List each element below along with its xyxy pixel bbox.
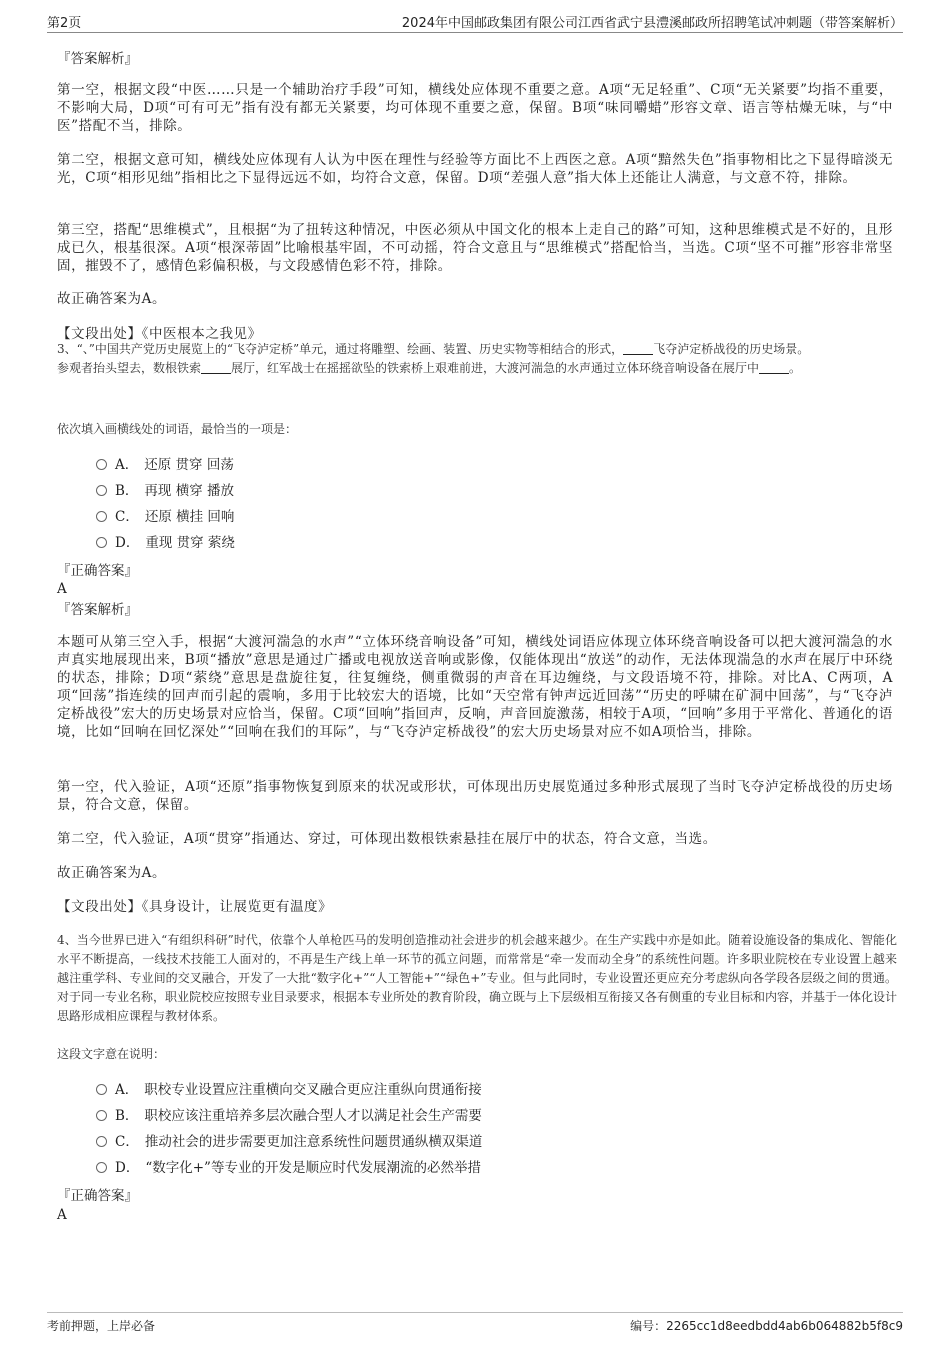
analysis-paragraph: 第二空，根据文意可知，横线处应体现有人认为中医在理性与经验等方面比不上西医之意。A项“黯然失色”指事物相比之下显得暗淡无光，C项“相形见绌”指相比之下显得远远不如，均符合文意，保留。D项“差强人意”指大体上还能让人满意，与文意不符，排除。 xyxy=(57,152,893,186)
fill-blank xyxy=(623,342,653,355)
radio-icon[interactable] xyxy=(96,537,107,548)
radio-icon[interactable] xyxy=(96,1110,107,1121)
question-3-stem: 3、“、”中国共产党历史展览上的“飞夺泸定桥”单元，通过将雕塑、绘画、装置、历史实物等相结合的形式， 飞夺泸定桥战役的历史场景。 参观者抬头望去，数根铁索 展厅，红军战士在摇摇欲坠的铁索桥上艰难前进，大渡河湍急的水声通过立体环绕音响设备在展厅中 。 xyxy=(57,342,810,375)
passage-source: 【文段出处】《中医根本之我见》 xyxy=(57,326,262,342)
option-a[interactable]: A． 还原 贯穿 回荡 xyxy=(96,455,234,475)
option-c[interactable]: C． 还原 横挂 回响 xyxy=(96,507,234,527)
option-b[interactable]: B． 职校应该注重培养多层次融合型人才以满足社会生产需要 xyxy=(96,1106,482,1126)
document-title: 2024年中国邮政集团有限公司江西省武宁县澧溪邮政所招聘笔试冲刺题（带答案解析） xyxy=(401,16,903,31)
answer-label: 『正确答案』 xyxy=(57,1188,138,1204)
analysis-paragraph: 第三空，搭配“思维模式”，且根据“为了扭转这种情况，中医必须从中国文化的根本上走自己的路”可知，这种思维模式是不好的，且形成已久，根基很深。A项“根深蒂固”比喻根基牢固，不可动摇，符合文意且与“思维模式”搭配恰当，当选。C项“坚不可摧”形容非常坚固，摧毁不了，感情色彩偏积极，与文段感情色彩不符，排除。 xyxy=(57,222,893,274)
radio-icon[interactable] xyxy=(96,459,107,470)
analysis-label: 『答案解析』 xyxy=(57,602,138,618)
fill-blank xyxy=(201,361,231,374)
option-b[interactable]: B． 再现 横穿 播放 xyxy=(96,481,234,501)
radio-icon[interactable] xyxy=(96,485,107,496)
question-4-stem: 4、当今世界已进入“有组织科研”时代，依靠个人单枪匹马的发明创造推动社会进步的机会越来越少。在生产实践中亦是如此。随着设施设备的集成化、智能化水平不断提高，一线技术技能工人面对的，不再是生产线上单一环节的孤立问题，而常常是“牵一发而动全身”的系统性问题。许多职业院校在专业设置上越来越注重学科、专业间的交叉融合，开发了一大批“数字化+”“人工智能+”“绿色+”专业。但与此同时，专业设置还更应充分考虑纵向各学段各层级之间的贯通。对于同一专业名称，职业院校应按照专业目录要求，根据本专业所处的教育阶段，确立既与上下层级相互衔接又各有侧重的专业目标和内容，并基于一体化设计思路形成相应课程与教材体系。 xyxy=(57,933,898,1023)
option-a[interactable]: A． 职校专业设置应注重横向交叉融合更应注重纵向贯通衔接 xyxy=(96,1080,482,1100)
document-id: 编号：2265cc1d8eedbdd4ab6b064882b5f8c9 xyxy=(630,1319,903,1333)
analysis-paragraph: 第一空，根据文段“中医……只是一个辅助治疗手段”可知，横线处应体现不重要之意。A项“无足轻重”、C项“无关紧要”均指不重要，不影响大局，D项“可有可无”指有没有都无关紧要，均可体现不重要之意，保留。B项“味同嚼蜡”形容文章、语言等枯燥无味，与“中医”搭配不当，排除。 xyxy=(57,82,893,134)
page-number: 第2页 xyxy=(47,16,82,31)
analysis-label: 『答案解析』 xyxy=(57,51,138,67)
radio-icon[interactable] xyxy=(96,511,107,522)
page-footer xyxy=(47,1312,903,1337)
footer-slogan: 考前押题，上岸必备 xyxy=(47,1319,156,1333)
page-header xyxy=(47,10,903,33)
option-c[interactable]: C． 推动社会的进步需要更加注意系统性问题贯通纵横双渠道 xyxy=(96,1132,482,1152)
analysis-paragraph: 本题可从第三空入手，根据“大渡河湍急的水声”“立体环绕音响设备”可知，横线处词语应体现立体环绕音响设备可以把大渡河湍急的水声真实地展现出来，B项“播放”意思是通过广播或电视放送音响或影像，仅能体现出“放送”的动作，无法体现湍急的水声在展厅中环绕的状态，排除；D项“萦绕”意思是盘旋往复，往复缠绕，侧重微弱的声音在耳边缠绕，与文段语境不符，排除。对比A、C两项，A项“回荡”指连续的回声而引起的震响，多用于比较宏大的语境，比如“天空常有钟声远近回荡”“历史的呼啸在矿洞中回荡”，与“飞夺泸定桥战役”宏大的历史场景对应恰当，保留。C项“回响”指回声，反响，声音回旋激荡，相较于A项，“回响”多用于平常化、普通化的语境，比如“回响在回忆深处”“回响在我们的耳际”，与“飞夺泸定桥战役”的宏大历史场景对应不如A项恰当，排除。 xyxy=(57,634,893,740)
option-d[interactable]: D． “数字化+”等专业的开发是顺应时代发展潮流的必然举措 xyxy=(96,1158,481,1178)
option-d[interactable]: D． 重现 贯穿 萦绕 xyxy=(96,533,235,553)
answer-label: 『正确答案』 xyxy=(57,563,138,579)
answer-value: A xyxy=(57,581,67,597)
analysis-paragraph: 第二空，代入验证，A项“贯穿”指通达、穿过，可体现出数根铁索悬挂在展厅中的状态，符合文意，当选。 xyxy=(57,831,717,847)
radio-icon[interactable] xyxy=(96,1084,107,1095)
fill-blank xyxy=(759,361,789,374)
question-3-prompt: 依次填入画横线处的词语，最恰当的一项是： xyxy=(57,422,298,436)
answer-conclusion: 故正确答案为A。 xyxy=(57,291,167,307)
answer-value: A xyxy=(57,1207,67,1223)
answer-conclusion: 故正确答案为A。 xyxy=(57,865,167,881)
passage-source: 【文段出处】《具身设计，让展览更有温度》 xyxy=(57,899,333,915)
question-4-prompt: 这段文字意在说明： xyxy=(57,1047,166,1061)
radio-icon[interactable] xyxy=(96,1162,107,1173)
analysis-paragraph: 第一空，代入验证，A项“还原”指事物恢复到原来的状况或形状，可体现出历史展览通过多种形式展现了当时飞夺泸定桥战役的历史场景，符合文意，保留。 xyxy=(57,779,893,813)
radio-icon[interactable] xyxy=(96,1136,107,1147)
